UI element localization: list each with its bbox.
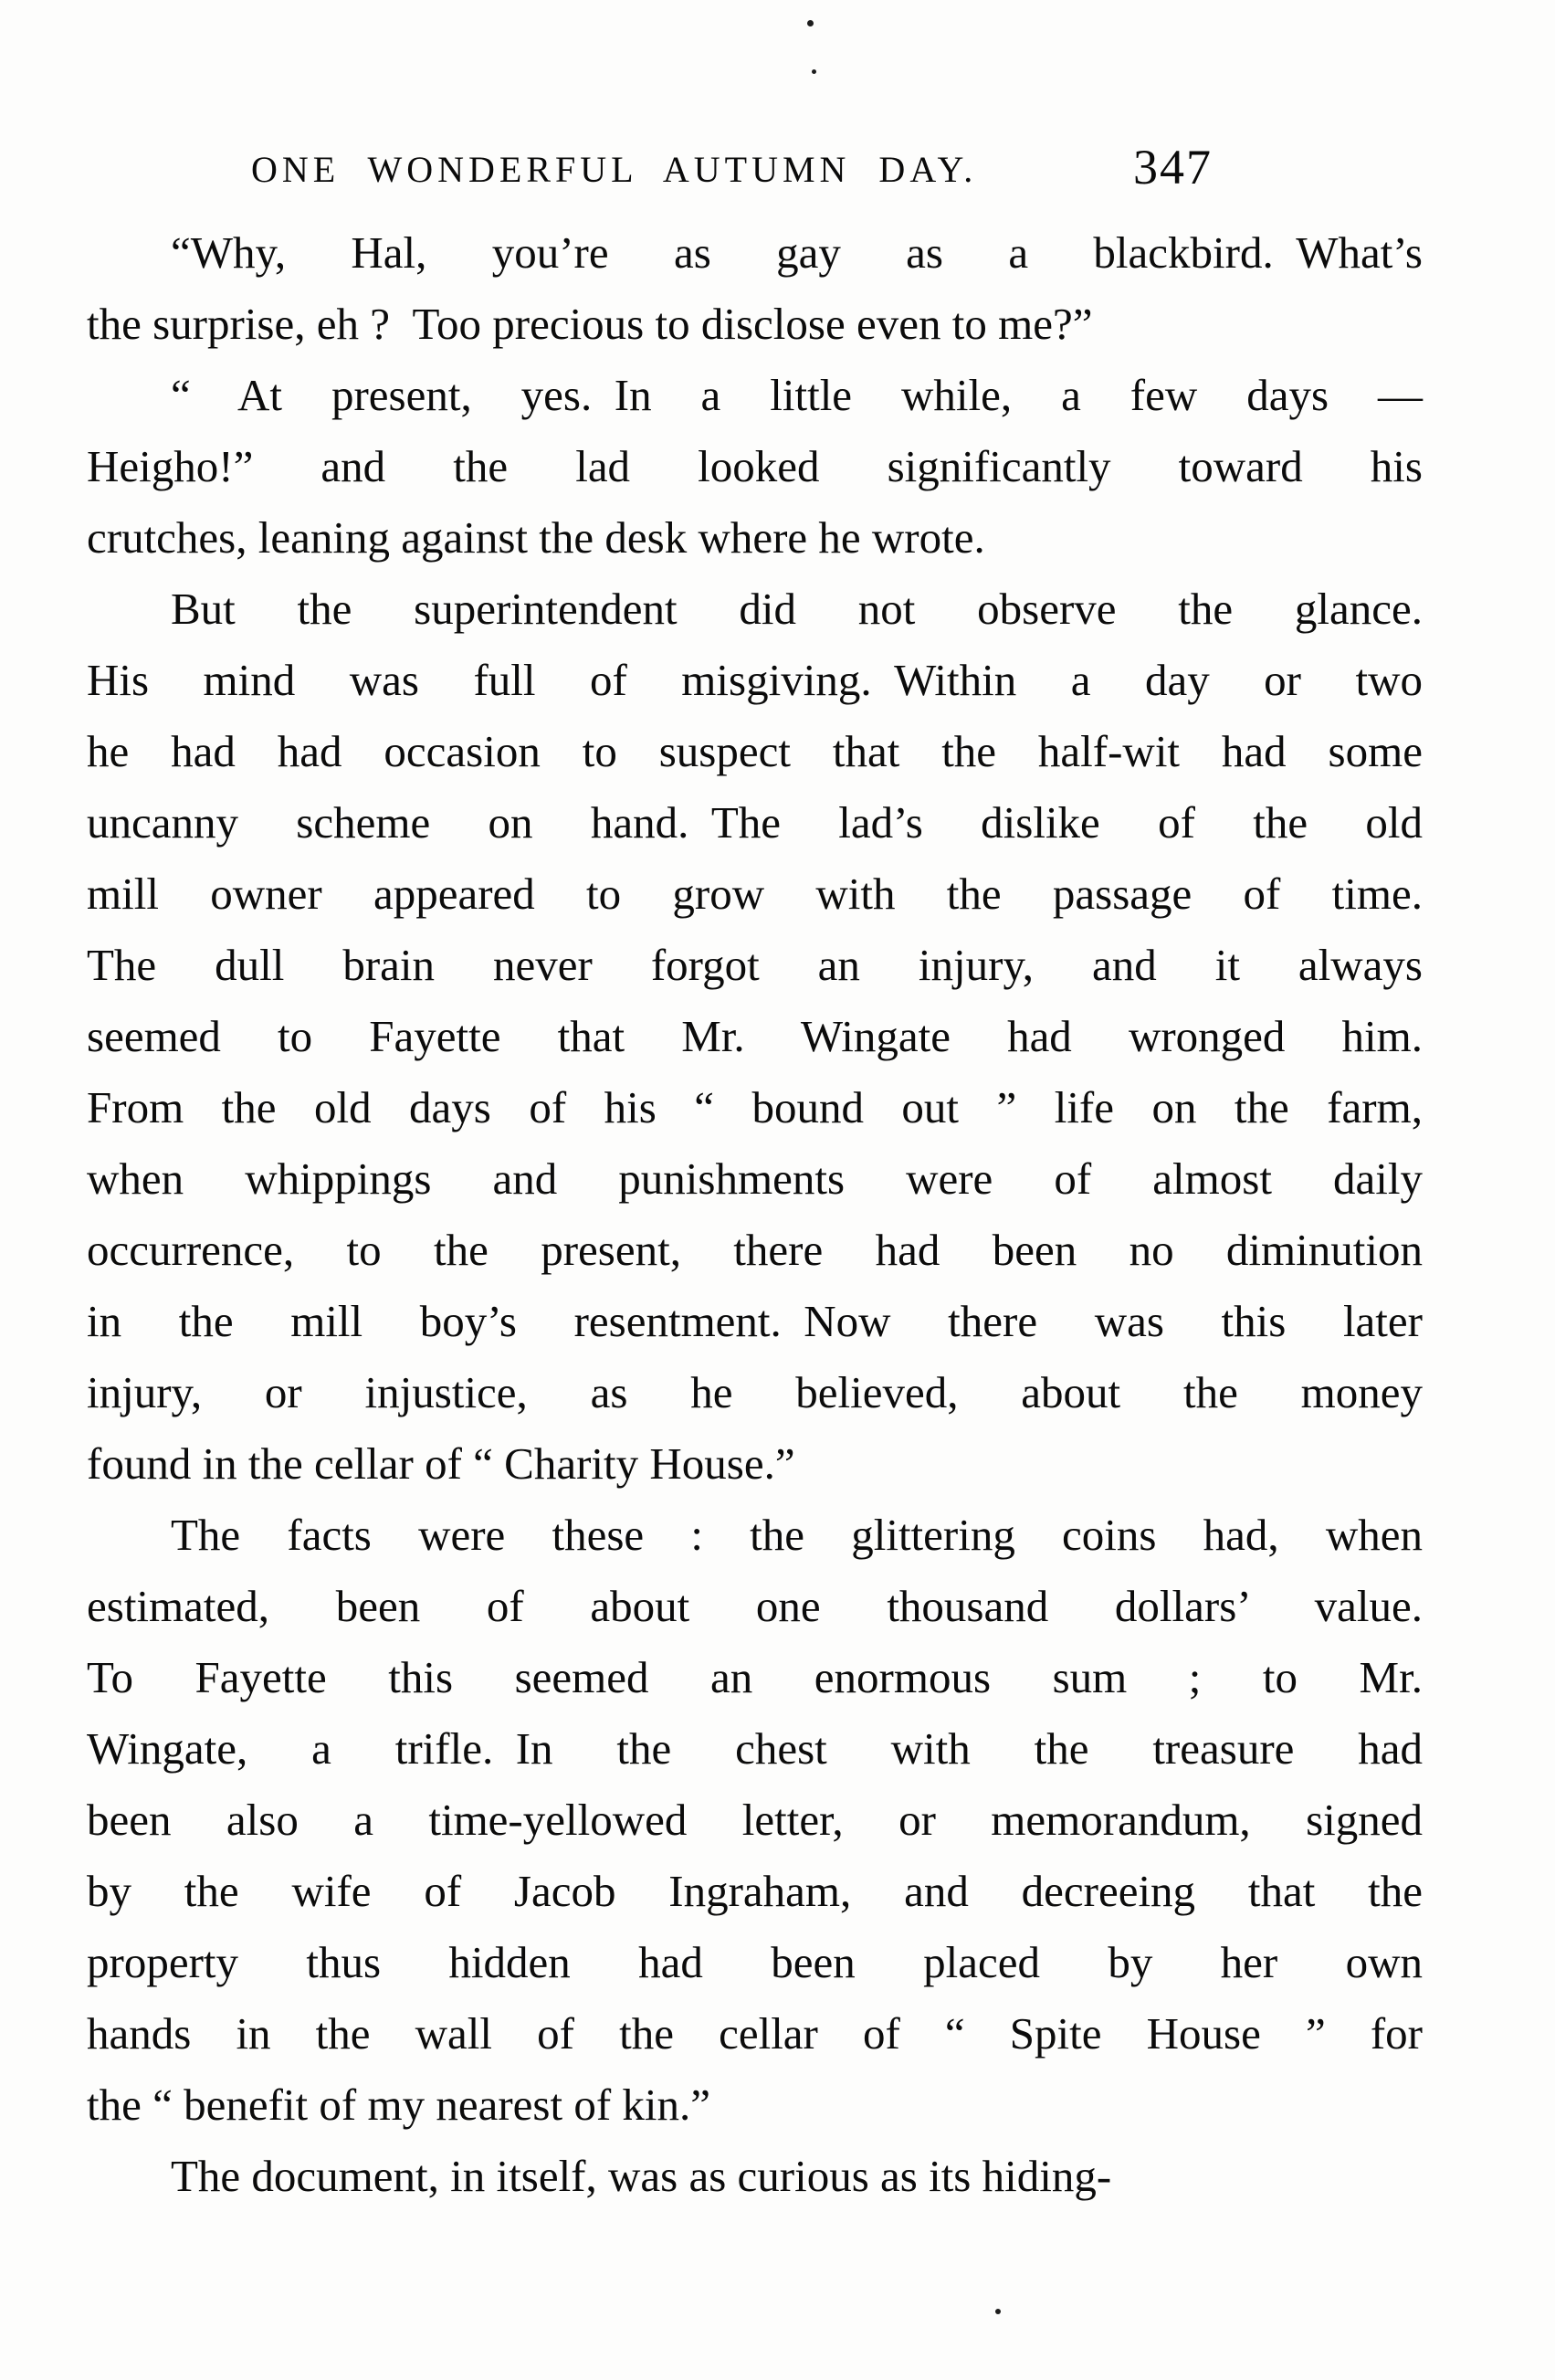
text-line: Wingate, a trifle. In the chest with the treasure had xyxy=(87,1723,1423,1774)
text-line: crutches, leaning against the desk where he wrote. xyxy=(87,512,985,563)
text-line: injury, or injustice, as he believed, about the money xyxy=(87,1367,1423,1417)
text-line: “ At present, yes. In a little while, a few days — xyxy=(171,370,1423,420)
text-line: when whippings and punishments were of almost daily xyxy=(87,1153,1423,1204)
text-line: estimated, been of about one thousand dollars’ value. xyxy=(87,1581,1423,1631)
text-line: he had had occasion to suspect that the half-wit had some xyxy=(87,726,1423,776)
scan-speck xyxy=(995,2309,1001,2314)
text-line: in the mill boy’s resentment. Now there was this later xyxy=(87,1296,1423,1346)
paragraph xyxy=(87,217,1423,360)
paragraph xyxy=(87,2141,1423,2212)
text-line: But the superintendent did not observe the glance. xyxy=(171,584,1423,634)
paragraph xyxy=(87,1500,1423,2141)
text-line: property thus hidden had been placed by her own xyxy=(87,1937,1423,1987)
text-line: From the old days of his “ bound out ” life on the farm, xyxy=(87,1082,1423,1132)
scan-speck xyxy=(807,20,814,26)
text-line: occurrence, to the present, there had been no diminution xyxy=(87,1225,1423,1275)
page-body xyxy=(87,217,1423,2212)
paragraph xyxy=(87,574,1423,1500)
scan-speck xyxy=(812,69,816,74)
running-head xyxy=(87,140,1423,208)
text-line: found in the cellar of “ Charity House.” xyxy=(87,1438,795,1489)
text-line: The dull brain never forgot an injury, and it always xyxy=(87,940,1423,990)
text-line: Heigho!” and the lad looked significantly toward his xyxy=(87,441,1423,491)
text-line: The document, in itself, was as curious as its hiding- xyxy=(171,2151,1112,2201)
running-head-title: ONE WONDERFUL AUTUMN DAY. xyxy=(251,149,978,190)
page-number: 347 xyxy=(1133,140,1213,195)
text-line: The facts were these : the glittering coins had, when xyxy=(171,1510,1423,1560)
text-line: uncanny scheme on hand. The lad’s dislike of the old xyxy=(87,797,1423,848)
text-line: the “ benefit of my nearest of kin.” xyxy=(87,2080,711,2130)
text-line: been also a time-yellowed letter, or memorandum, signed xyxy=(87,1795,1423,1845)
text-line: seemed to Fayette that Mr. Wingate had wronged him. xyxy=(87,1011,1423,1061)
text-line: “Why, Hal, you’re as gay as a blackbird. What’s xyxy=(171,227,1423,278)
text-line: His mind was full of misgiving. Within a day or two xyxy=(87,655,1423,705)
text-line: by the wife of Jacob Ingraham, and decreeing that the xyxy=(87,1866,1423,1916)
text-line: mill owner appeared to grow with the passage of time. xyxy=(87,869,1423,919)
text-line: To Fayette this seemed an enormous sum ; to Mr. xyxy=(87,1652,1423,1702)
text-line: the surprise, eh ? Too precious to disclose even to me?” xyxy=(87,299,1093,349)
paragraph xyxy=(87,360,1423,574)
text-line: hands in the wall of the cellar of “ Spite House ” for xyxy=(87,2008,1423,2059)
